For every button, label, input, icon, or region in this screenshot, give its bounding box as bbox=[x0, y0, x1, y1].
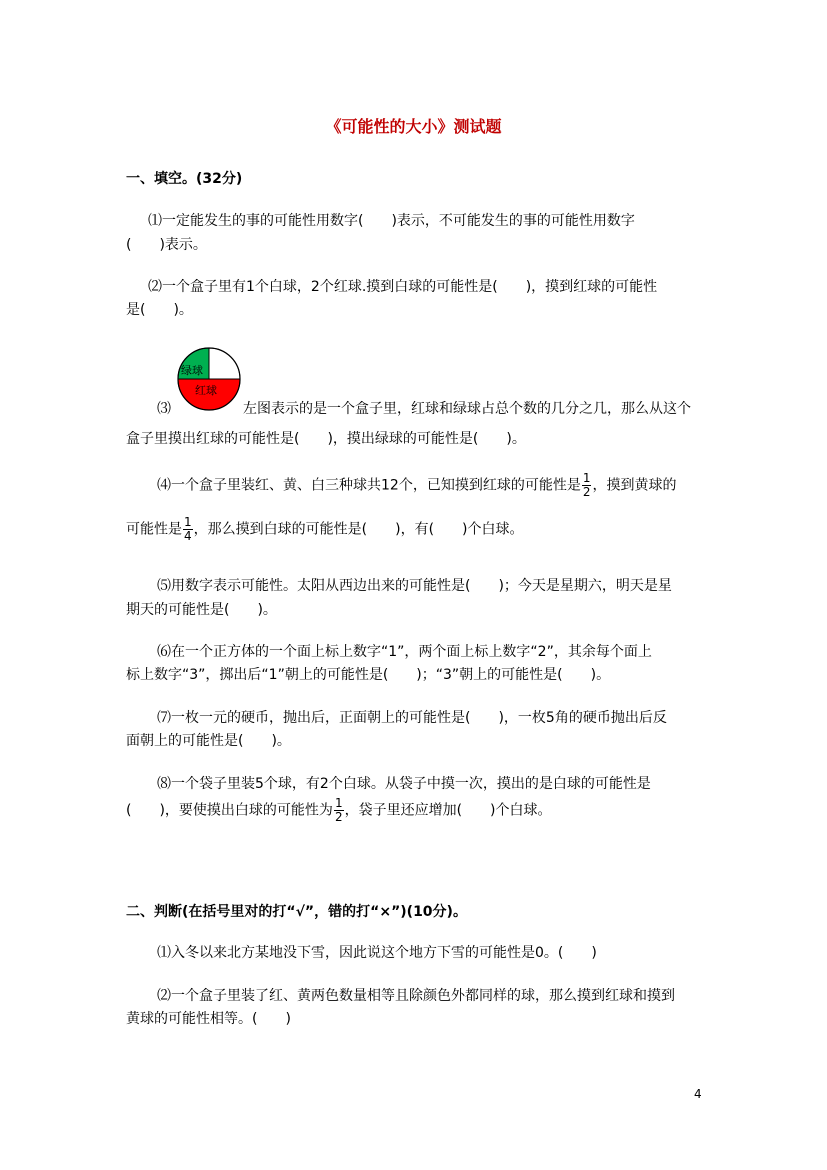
fraction-numerator: 1 bbox=[334, 796, 343, 810]
question-4-line-2 bbox=[126, 516, 524, 543]
page-number: 4 bbox=[694, 1087, 702, 1101]
question-5-line-2: 期天的可能性是( )。 bbox=[126, 602, 277, 618]
question-4-line-2-text-a: 可能性是 bbox=[126, 521, 182, 538]
question-2-line-1: ⑵一个盒子里有1个白球，2个红球.摸到白球的可能性是( )，摸到红球的可能性 bbox=[148, 279, 658, 295]
question-4-line-1 bbox=[157, 472, 676, 499]
red-label: 红球 bbox=[195, 384, 217, 397]
fraction-numerator: 1 bbox=[184, 515, 192, 529]
judgement-2-line-2: 黄球的可能性相等。( ) bbox=[126, 1011, 291, 1027]
question-8-line-2-text-b: ，袋子里还应增加( )个白球。 bbox=[344, 802, 552, 819]
question-4-line-1-text-b: ，摸到黄球的 bbox=[592, 477, 677, 494]
fraction-numerator: 1 bbox=[582, 471, 591, 485]
question-1-line-2: ( )表示。 bbox=[126, 237, 207, 253]
question-6-line-1: ⑹在一个正方体的一个面上标上数字“1”，两个面上标上数字“2”，其余每个面上 bbox=[157, 644, 652, 660]
section-2-heading: 二、判断(在括号里对的打“√”，错的打“×”)(10分)。 bbox=[126, 904, 467, 920]
question-3-number: ⑶ bbox=[157, 401, 171, 417]
fraction-denominator: 2 bbox=[334, 810, 343, 824]
green-label: 绿球 bbox=[181, 364, 203, 377]
judgement-2-line-1: ⑵一个盒子里装了红、黄两色数量相等且除颜色外都同样的球，那么摸到红球和摸到 bbox=[157, 988, 675, 1004]
judgement-1-line-1: ⑴入冬以来北方某地没下雪，因此说这个地方下雪的可能性是0。( ) bbox=[157, 945, 597, 961]
fraction-one-half bbox=[334, 797, 344, 824]
question-7-line-2: 面朝上的可能性是( )。 bbox=[126, 733, 291, 749]
ball-ratio-diagram bbox=[176, 346, 242, 412]
question-8-line-2-text-a: ( )，要使摸出白球的可能性为 bbox=[126, 802, 333, 819]
question-1-line-1: ⑴一定能发生的事的可能性用数字( )表示，不可能发生的事的可能性用数字 bbox=[148, 213, 635, 229]
question-6-line-2: 标上数字“3”，掷出后“1”朝上的可能性是( )；“3”朝上的可能性是( )。 bbox=[126, 667, 611, 683]
question-5-line-1: ⑸用数字表示可能性。太阳从西边出来的可能性是( )；今天是星期六，明天是星 bbox=[157, 578, 672, 594]
question-8-line-2 bbox=[126, 797, 552, 824]
question-2-line-2: 是( )。 bbox=[126, 302, 193, 318]
question-3-line-2: 盒子里摸出红球的可能性是( )，摸出绿球的可能性是( )。 bbox=[126, 431, 526, 447]
question-4-line-2-text-b: ，那么摸到白球的可能性是( )，有( )个白球。 bbox=[193, 521, 524, 538]
question-3-line-1: 左图表示的是一个盒子里，红球和绿球占总个数的几分之几，那么从这个 bbox=[243, 401, 691, 417]
fraction-denominator: 2 bbox=[582, 485, 591, 499]
fraction-one-half bbox=[582, 472, 592, 499]
section-1-heading: 一、填空。(32分) bbox=[126, 171, 243, 187]
question-8-line-1: ⑻一个袋子里装5个球，有2个白球。从袋子中摸一次，摸出的是白球的可能性是 bbox=[157, 776, 651, 792]
question-7-line-1: ⑺一枚一元的硬币，抛出后，正面朝上的可能性是( )，一枚5角的硬币抛出后反 bbox=[157, 710, 667, 726]
fraction-denominator: 4 bbox=[184, 529, 192, 543]
question-4-line-1-text-a: ⑷一个盒子里装红、黄、白三种球共12个，已知摸到红球的可能性是 bbox=[157, 477, 581, 494]
page-title: 《可能性的大小》测试题 bbox=[325, 117, 502, 136]
fraction-one-quarter bbox=[183, 516, 193, 543]
